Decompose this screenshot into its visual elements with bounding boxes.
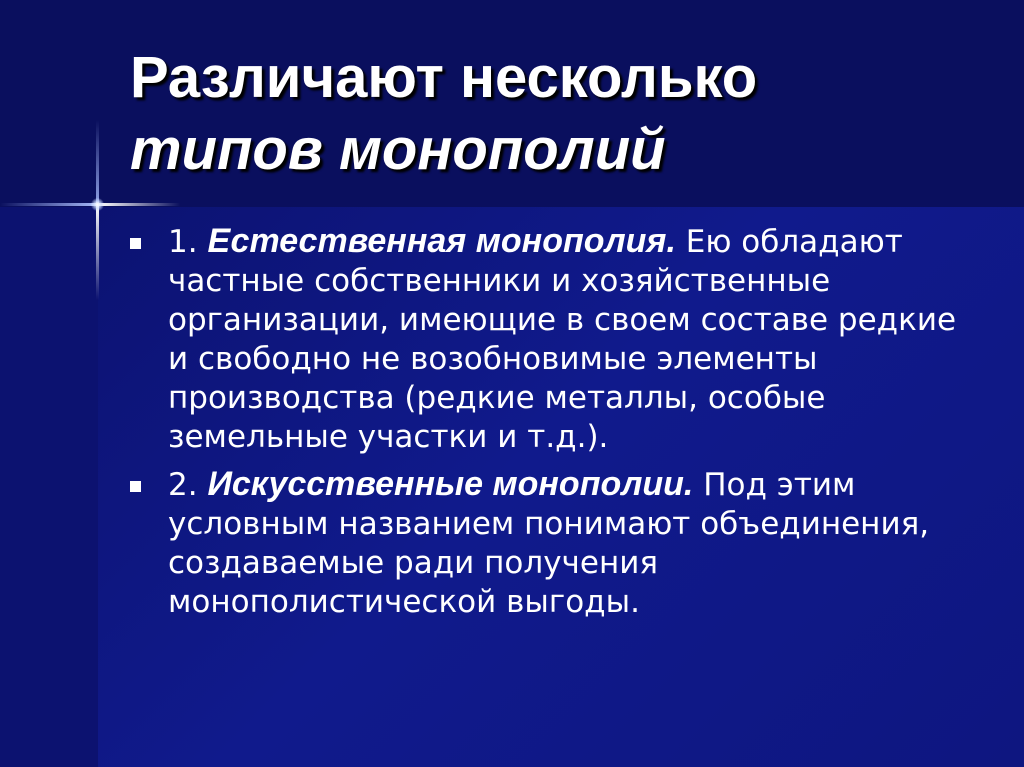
item-text: Ею обладают частные собственники и хозяйственные организации, имеющие в своем составе редкие и свободно не возобновимые элементы производства (редкие металлы, особые земельные участки и т.д.). <box>168 224 957 455</box>
list-item <box>128 222 978 457</box>
title-line-1: Различают несколько <box>130 45 758 110</box>
item-term: Естественная монополия. <box>207 222 676 260</box>
square-bullet-icon <box>130 238 141 249</box>
list-item <box>128 465 978 622</box>
sparkle-horizontal-ray <box>0 203 180 206</box>
title-line-2: типов монополий <box>130 117 666 182</box>
sparkle-star-icon <box>91 198 104 211</box>
square-bullet-icon <box>130 481 141 492</box>
item-text: Под этим условным названием понимают объединения, создаваемые ради получения монополистической выгоды. <box>168 467 930 620</box>
left-band <box>0 207 98 767</box>
item-term: Искусственные монополии. <box>207 465 694 503</box>
item-number: 1. <box>168 224 198 260</box>
item-number: 2. <box>168 467 198 503</box>
bullet-list <box>128 222 978 630</box>
slide-title <box>130 42 990 186</box>
